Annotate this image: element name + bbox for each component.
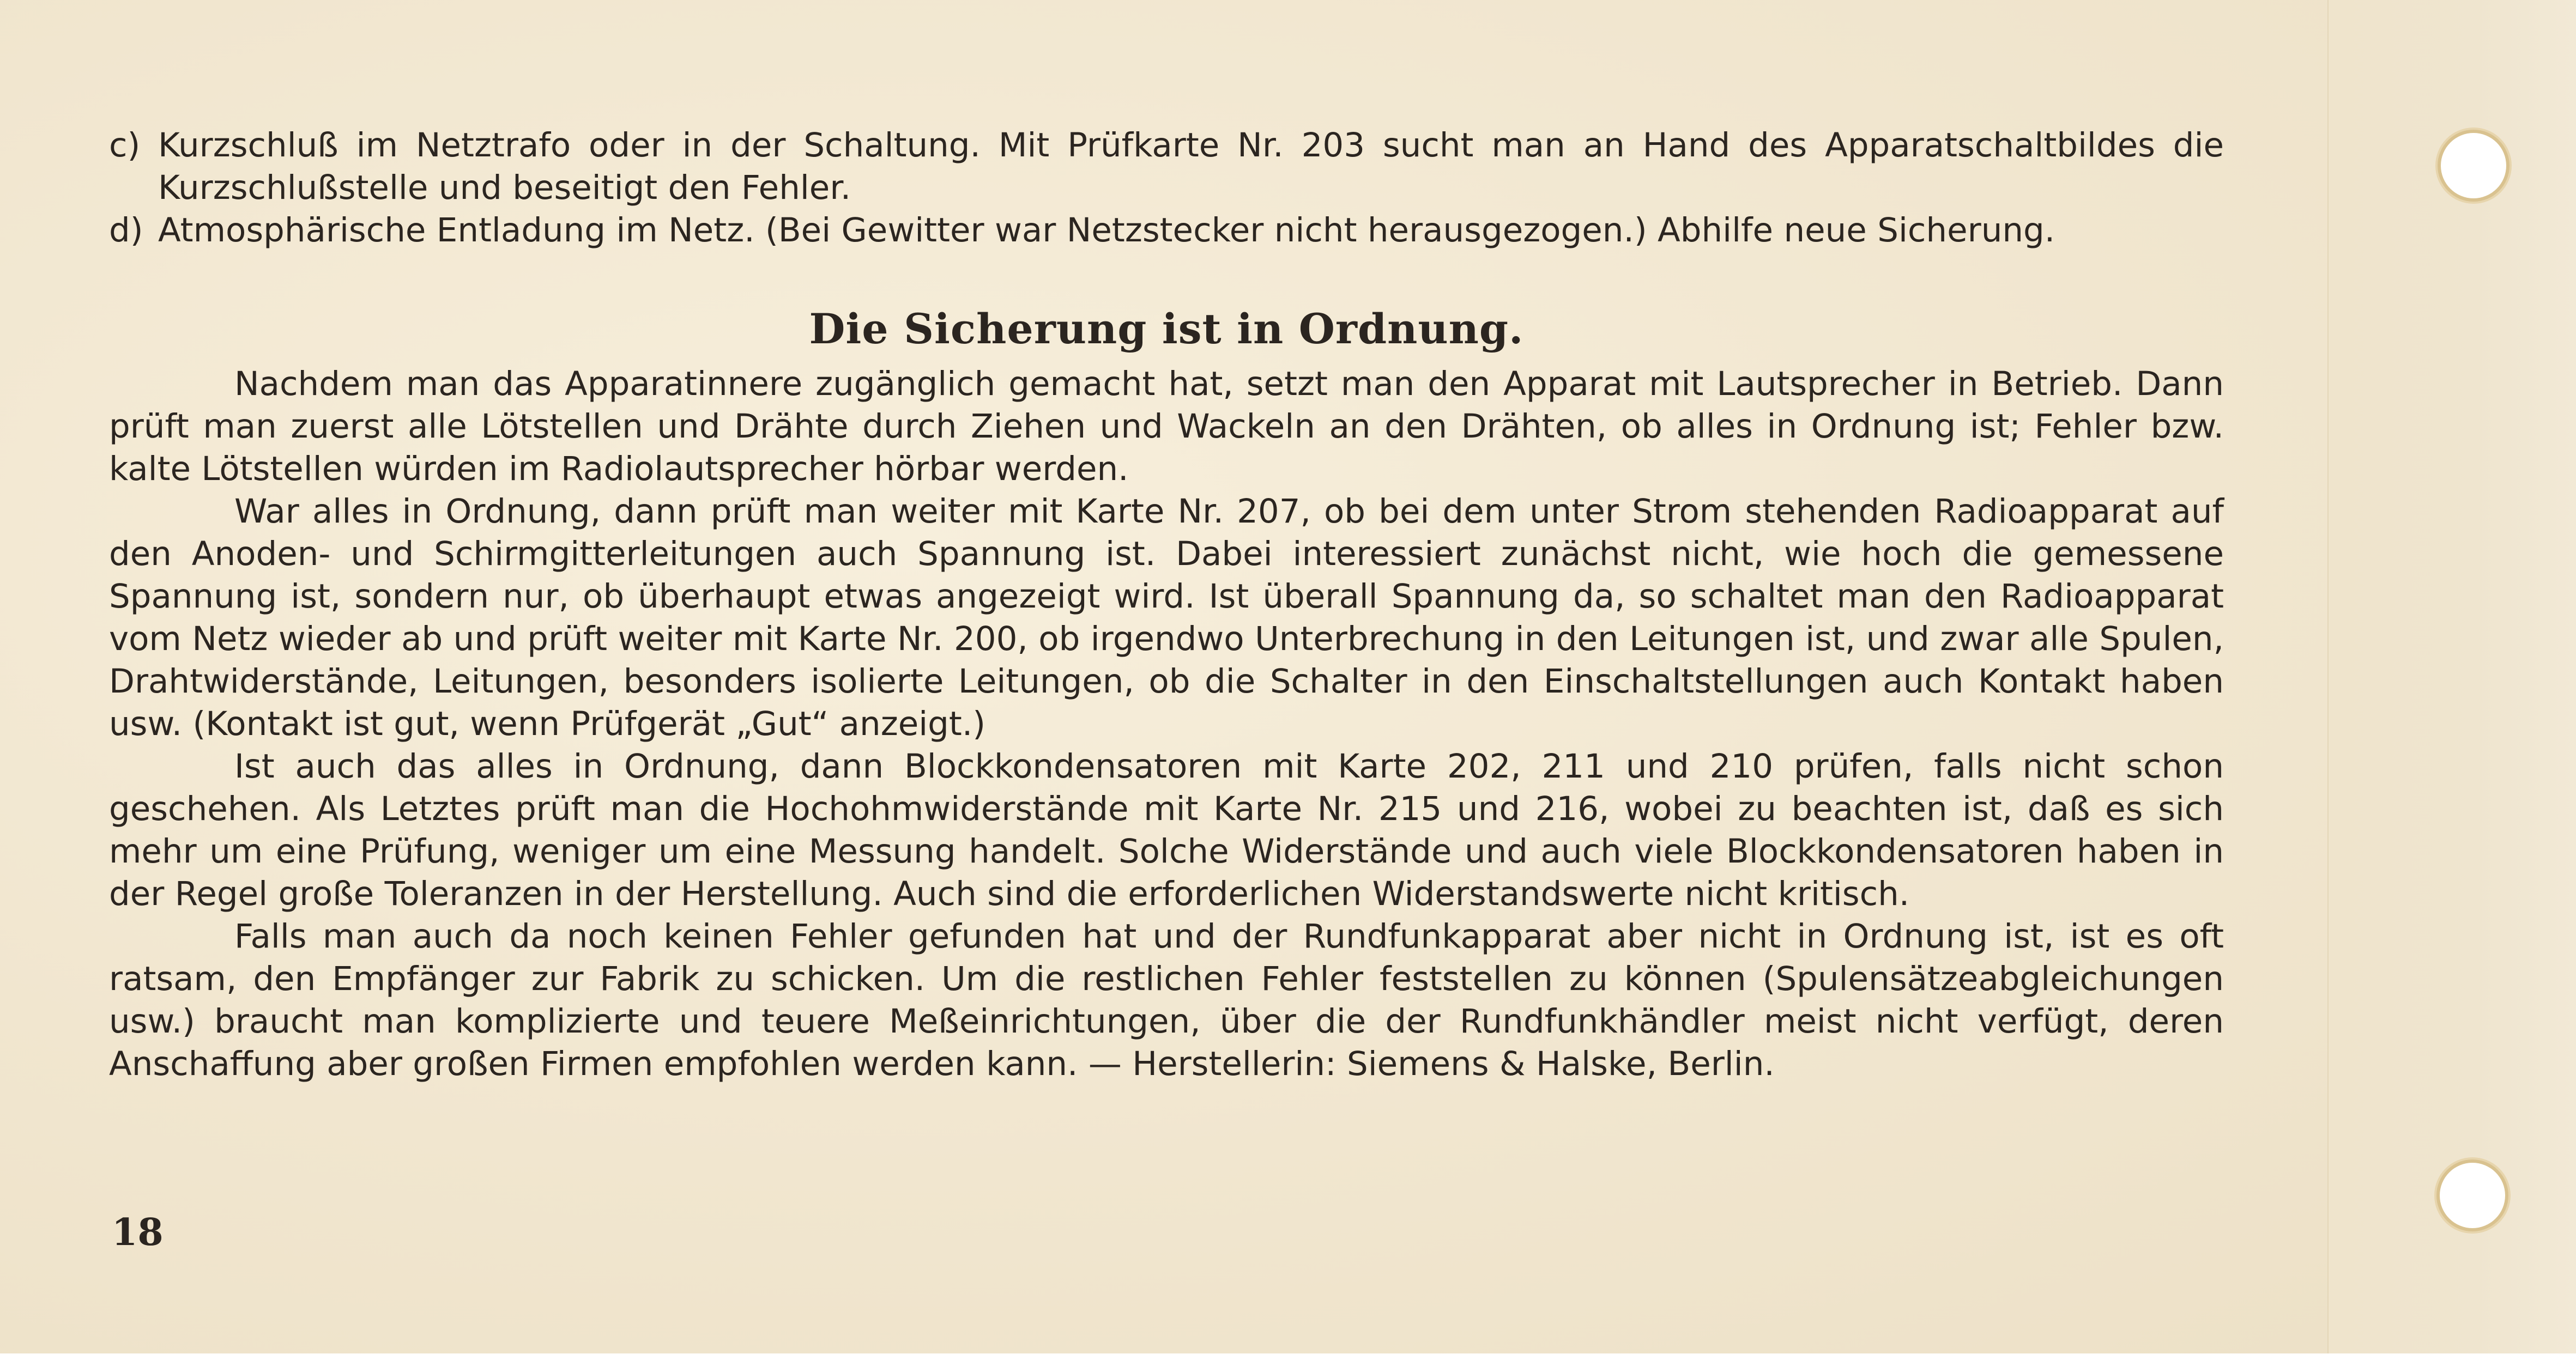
paragraph: Ist auch das alles in Ordnung, dann Blockkondensatoren mit Karte 202, 211 und 210 prüfen, falls nicht schon geschehen. Als Letztes prüft man die Hochohmwiderstände mit Karte Nr. 215 und 216, wobei zu beachten ist, daß es sich mehr um eine Prüfung, weniger um eine Messung handelt. Solche Widerstände und auch viele Blockkondensatoren haben in der Regel große Toleranzen in der Herstellung. Auch sind die erforderlichen Widerstandswerte nicht kritisch. <box>109 747 2224 913</box>
punch-hole-top <box>2441 133 2506 198</box>
paragraph: Nachdem man das Apparatinnere zugänglich gemacht hat, setzt man den Apparat mit Lautsprecher in Betrieb. Dann prüft man zuerst alle Lötstellen und Drähte durch Ziehen und Wackeln an den Drähten, ob alles in Ordnung ist; Fehler bzw. kalte Lötstellen würden im Radiolautsprecher hörbar werden. <box>109 365 2224 488</box>
paragraph: Falls man auch da noch keinen Fehler gefunden hat und der Rundfunkapparat aber nicht in Ordnung ist, ist es oft ratsam, den Empfänger zur Fabrik zu schicken. Um die restlichen Fehler feststellen zu können (Spulensätzeabgleichungen usw.) braucht man komplizierte und teuere Meßeinrichtungen, über die der Rundfunkhändler meist nicht verfügt, deren Anschaffung aber großen Firmen empfohlen werden kann. — Herstellerin: Siemens & Halske, Berlin. <box>109 917 2224 1083</box>
paragraph: War alles in Ordnung, dann prüft man weiter mit Karte Nr. 207, ob bei dem unter Strom stehenden Radioapparat auf den Anoden- und Schirmgitterleitungen auch Spannung ist. Dabei interessiert zunächst nicht, wie hoch die gemessene Spannung ist, sondern nur, ob überhaupt etwas angezeigt wird. Ist überall Spannung da, so schaltet man den Radioapparat vom Netz wieder ab und prüft weiter mit Karte Nr. 200, ob irgendwo Unterbrechung in den Leitungen ist, und zwar alle Spulen, Drahtwiderstände, Leitungen, besonders isolierte Leitungen, ob die Schalter in den Einschaltstellungen auch Kontakt haben usw. (Kontakt ist gut, wenn Prüfgerät „Gut“ anzeigt.) <box>109 492 2224 743</box>
list-item-text: Atmosphärische Entladung im Netz. (Bei Gewitter war Netzstecker nicht herausgezogen.) Abhilfe neue Sicherung. <box>158 211 2055 250</box>
list-item-c <box>109 124 2224 209</box>
section-heading: Die Sicherung ist in Ordnung. <box>809 305 1524 353</box>
list-item-text: Kurzschluß im Netztrafo oder in der Schaltung. Mit Prüfkarte Nr. 203 sucht man an Hand des Apparatschaltbildes die Kurzschlußstelle und beseitigt den Fehler. <box>158 126 2224 207</box>
punch-hole-bottom <box>2440 1163 2505 1228</box>
perforated-margin-strip <box>2327 0 2576 1353</box>
list-marker: c) <box>109 126 141 165</box>
page-body <box>109 124 2224 1085</box>
list-item-d <box>109 209 2224 252</box>
page-number: 18 <box>112 1211 164 1254</box>
list-marker: d) <box>109 211 143 250</box>
